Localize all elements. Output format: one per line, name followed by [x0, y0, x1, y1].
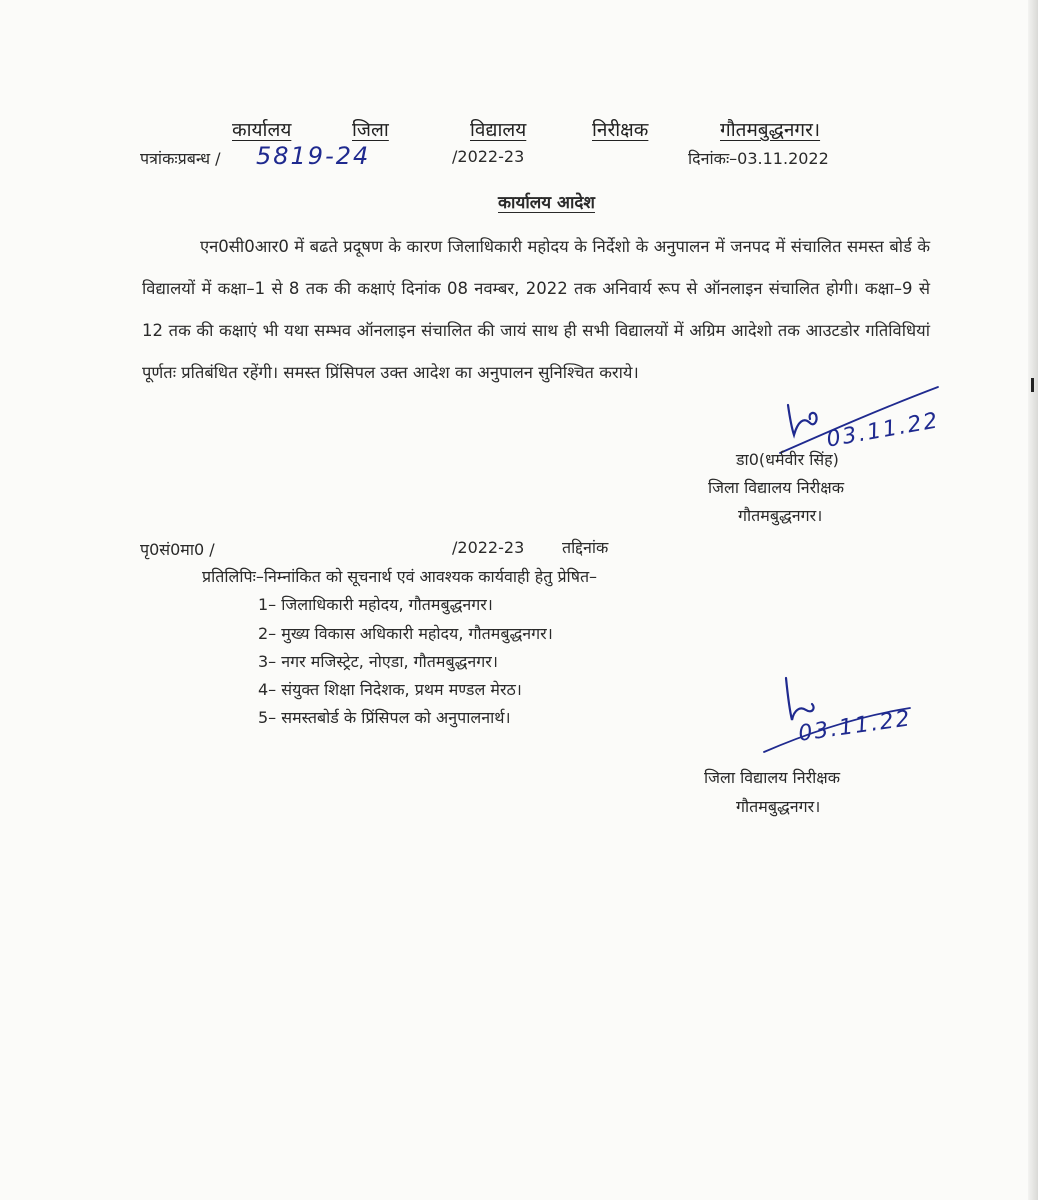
- header-word-district: जिला: [352, 119, 389, 141]
- ref-year: /2022-23: [452, 147, 525, 166]
- signature-2-place: गौतमबुद्धनगर।: [736, 797, 821, 816]
- ref-date: दिनांकः–03.11.2022: [688, 149, 829, 168]
- copy-intro: प्रतिलिपिः–निम्नांकित को सूचनार्थ एवं आवश्यक कार्यवाही हेतु प्रेषित–: [202, 567, 598, 586]
- signature-2-mark: [760, 668, 940, 758]
- signature-2-date: 03.11.22: [796, 706, 914, 747]
- signature-2-designation: जिला विद्यालय निरीक्षक: [704, 768, 841, 787]
- signature-1-name: डा0(धर्मवीर सिंह): [736, 450, 839, 469]
- ref-label: पत्रांकःप्रबन्ध /: [140, 149, 221, 168]
- header-word-school: विद्यालय: [470, 119, 527, 141]
- order-title: कार्यालय आदेश: [498, 193, 595, 213]
- page-edge: [1028, 0, 1038, 1200]
- copy-list-item: 2– मुख्य विकास अधिकारी महोदय, गौतमबुद्धनगर।: [258, 624, 553, 643]
- signature-1-place: गौतमबुद्धनगर।: [738, 506, 823, 525]
- copy-year: /2022-23: [452, 538, 525, 557]
- header-word-place: गौतमबुद्धनगर।: [720, 119, 821, 141]
- page-edge-mark: [1031, 378, 1034, 392]
- copy-date: तद्दिनांक: [562, 538, 609, 557]
- handwritten-ref-number: 5819-24: [256, 142, 371, 170]
- order-body: [142, 226, 930, 394]
- copy-list-item: 1– जिलाधिकारी महोदय, गौतमबुद्धनगर।: [258, 595, 493, 614]
- signature-1-designation: जिला विद्यालय निरीक्षक: [708, 478, 845, 497]
- copy-list-item: 3– नगर मजिस्ट्रेट, नोएडा, गौतमबुद्धनगर।: [258, 652, 498, 671]
- signature-1-date: 03.11.22: [824, 408, 942, 453]
- copy-list-item: 5– समस्तबोर्ड के प्रिंसिपल को अनुपालनार्थ।: [258, 708, 511, 727]
- copy-list-item: 4– संयुक्त शिक्षा निदेशक, प्रथम मण्डल मेरठ।: [258, 680, 522, 699]
- header-word-inspector: निरीक्षक: [592, 119, 649, 141]
- order-paragraph: एन0सी0आर0 में बढते प्रदूषण के कारण जिलाधिकारी महोदय के निर्देशो के अनुपालन में जनपद में संचालित समस्त बोर्ड के विद्यालयों में कक्षा–1 से 8 तक की कक्षाएं दिनांक 08 नवम्बर, 2022 तक अनिवार्य रूप से ऑनलाइन संचालित होगी। कक्षा–9 से 12 तक की कक्षाएं भी यथा सम्भव ऑनलाइन संचालित की जायं साथ ही सभी विद्यालयों में अग्रिम आदेशो तक आउटडोर गतिविधियां पूर्णतः प्रतिबंधित रहेंगी। समस्त प्रिंसिपल उक्त आदेश का अनुपालन सुनिश्चित कराये।: [142, 237, 930, 382]
- copy-ref-label: पृ0सं0मा0 /: [140, 540, 215, 559]
- header-word-office: कार्यालय: [232, 119, 292, 141]
